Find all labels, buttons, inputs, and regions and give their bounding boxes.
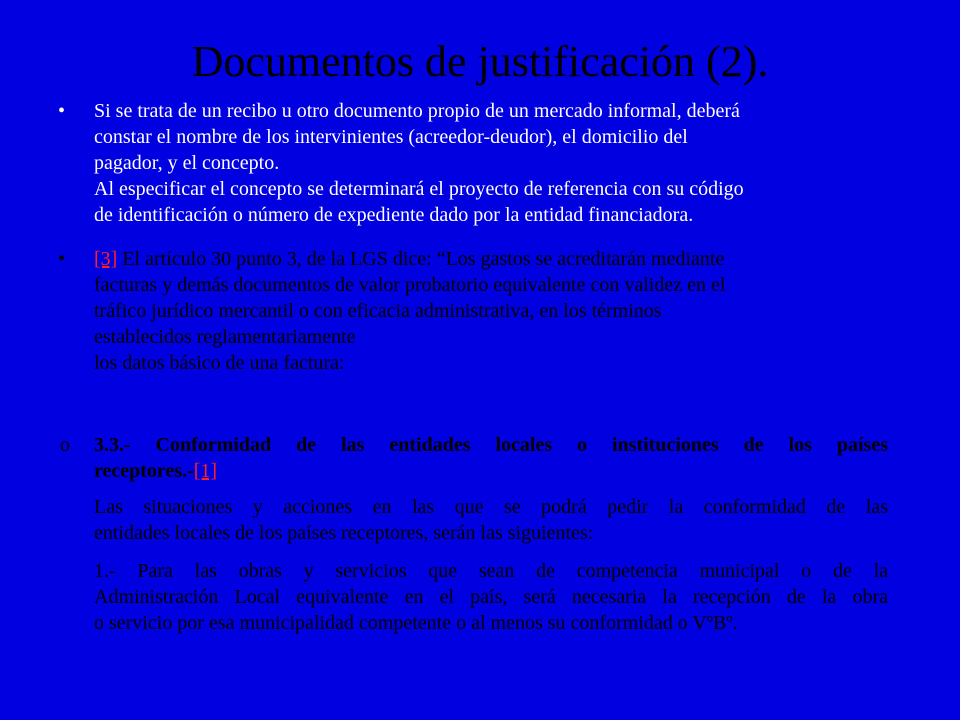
text-line: pagador, y el concepto.	[94, 152, 280, 174]
text-line: de identificación o número de expediente dado por la entidad financiadora.	[94, 204, 694, 226]
text-line: o servicio por esa municipalidad competente o al menos su conformidad o VºBº.	[94, 612, 738, 634]
section-heading-line	[94, 458, 888, 484]
text-line: Administración Local equivalente en el país, será necesaria la recepción de la obra	[94, 586, 888, 608]
text-line: Al especificar el concepto se determinará el proyecto de referencia con su código	[94, 178, 744, 200]
section-heading-line: 3.3.- Conformidad de las entidades locales o instituciones de los países	[94, 434, 888, 456]
bullet-marker: •	[58, 100, 66, 122]
text-line: 1.- Para las obras y servicios que sean de competencia municipal o de la	[94, 560, 888, 582]
text-line: los datos básico de una factura:	[94, 352, 345, 374]
footnote-link-1[interactable]: [1]	[193, 460, 218, 482]
text-line: facturas y demás documentos de valor probatorio equivalente con validez en el	[94, 274, 726, 296]
section-heading-text: receptores.-	[94, 460, 194, 482]
text-line: Si se trata de un recibo u otro documento propio de un mercado informal, deberá	[94, 100, 740, 122]
text-line: constar el nombre de los intervinientes (acreedor-deudor), el domicilio del	[94, 126, 688, 148]
text-line: entidades locales de los países receptores, serán las siguientes:	[94, 522, 594, 544]
text-line: Las situaciones y acciones en las que se podrá pedir la conformidad de las	[94, 496, 888, 518]
footnote-link-3[interactable]: [3]	[94, 248, 118, 270]
section-paragraph-2	[94, 558, 888, 636]
text-line: tráfico jurídico mercantil o con eficacia administrativa, en los términos	[94, 300, 662, 322]
text-line	[94, 246, 864, 272]
section-paragraph-1	[94, 494, 888, 546]
bullet-text-2	[94, 246, 864, 376]
text-line: establecidos reglamentariamente	[94, 326, 356, 348]
bullet-marker: •	[58, 248, 66, 270]
slide-title: Documentos de justificación (2).	[191, 37, 769, 86]
sub-bullet-marker: o	[60, 434, 70, 456]
bullet-text-1	[94, 98, 864, 228]
section-heading	[94, 432, 888, 484]
text-fragment: El artículo 30 punto 3, de la LGS dice: “Los gastos se acreditarán mediante	[117, 248, 725, 270]
